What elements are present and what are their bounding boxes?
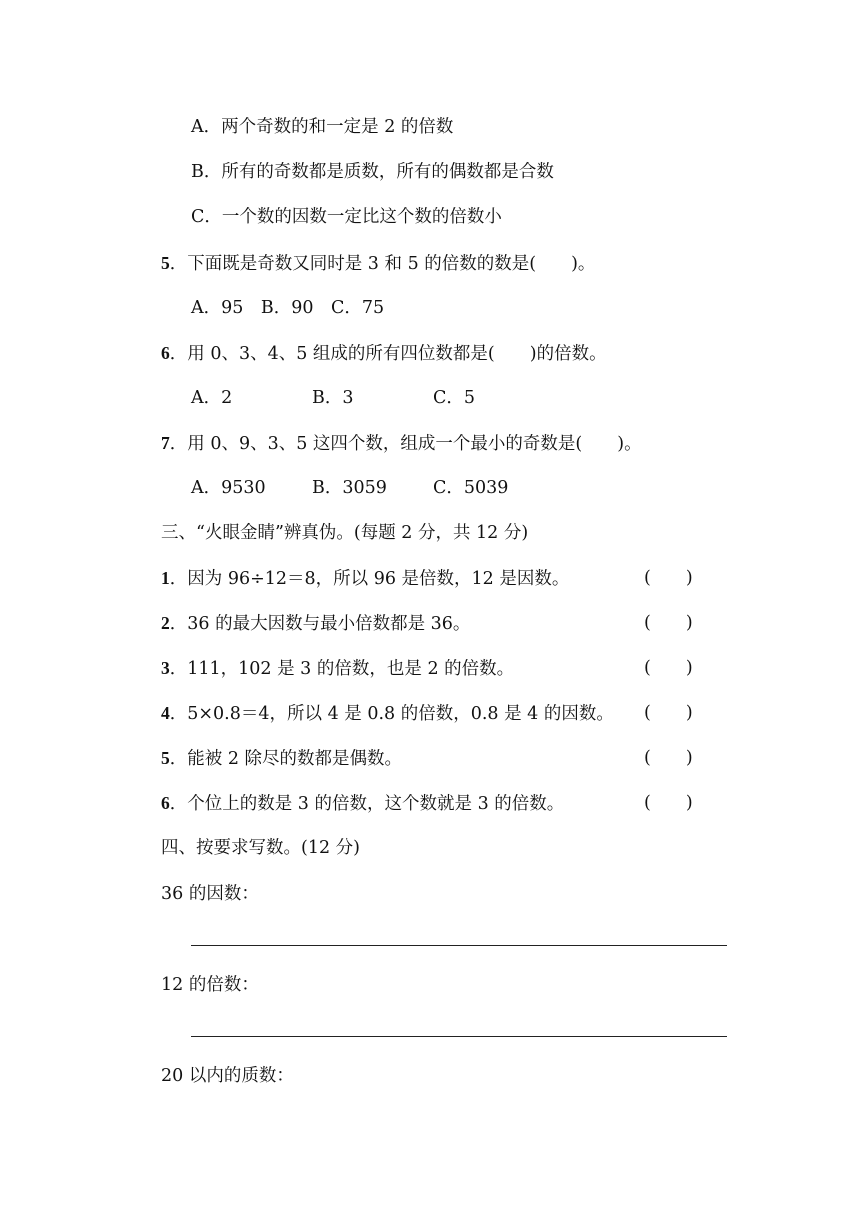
question-6 (161, 342, 607, 365)
section-3-title: 三、“火眼金睛”辨真伪。(每题 2 分，共 12 分) (161, 523, 529, 543)
tf-item (161, 567, 569, 590)
item-number: 3 (161, 658, 170, 678)
item-text: ．能被 2 除尽的数都是偶数。 (169, 749, 403, 769)
tf-item (161, 702, 614, 725)
question-text: ．用 0、9、3、5 这四个数，组成一个最小的奇数是( )。 (169, 434, 642, 454)
answer-parentheses: ( ) (644, 613, 693, 633)
q7-option-b: B．3059 (312, 478, 387, 498)
item-text: ．111，102 是 3 的倍数，也是 2 的倍数。 (169, 659, 515, 679)
q6-option-a: A．2 (191, 388, 233, 408)
q4-option-a: A．两个奇数的和一定是 2 的倍数 (191, 117, 454, 137)
tf-item (161, 612, 470, 635)
question-number: 6 (161, 343, 170, 363)
item-text: ．5×0.8＝4，所以 4 是 0.8 的倍数，0.8 是 4 的因数。 (169, 704, 614, 724)
q5-options: A．95 B．90 C．75 (191, 298, 385, 318)
item-number: 6 (161, 793, 170, 813)
prompt-primes-within-20: 20 以内的质数： (161, 1066, 294, 1086)
q7-option-c: C．5039 (433, 478, 509, 498)
item-number: 2 (161, 613, 170, 633)
q4-option-b: B．所有的奇数都是质数，所有的偶数都是合数 (191, 162, 554, 182)
section-4-title: 四、按要求写数。(12 分) (161, 838, 360, 858)
answer-parentheses: ( ) (644, 748, 693, 768)
question-5 (161, 252, 595, 275)
answer-parentheses: ( ) (644, 568, 693, 588)
item-number: 4 (161, 703, 170, 723)
item-number: 1 (161, 568, 170, 588)
item-number: 5 (161, 748, 170, 768)
answer-line[interactable] (191, 945, 727, 946)
q7-option-a: A．9530 (191, 478, 266, 498)
tf-item (161, 657, 514, 680)
q6-option-b: B．3 (312, 388, 354, 408)
prompt-multiples-of-12: 12 的倍数： (161, 975, 259, 995)
prompt-factors-of-36: 36 的因数： (161, 884, 259, 904)
q6-option-c: C．5 (433, 388, 476, 408)
item-text: ．因为 96÷12＝8，所以 96 是倍数，12 是因数。 (169, 569, 570, 589)
question-7 (161, 432, 642, 455)
answer-line[interactable] (191, 1036, 727, 1037)
answer-parentheses: ( ) (644, 793, 693, 813)
tf-item (161, 747, 402, 770)
question-text: ．用 0、3、4、5 组成的所有四位数都是( )的倍数。 (169, 344, 607, 364)
q4-option-c: C．一个数的因数一定比这个数的倍数小 (191, 207, 502, 227)
item-text: ．个位上的数是 3 的倍数，这个数就是 3 的倍数。 (169, 794, 565, 814)
question-text: ．下面既是奇数又同时是 3 和 5 的倍数的数是( )。 (169, 254, 596, 274)
answer-parentheses: ( ) (644, 658, 693, 678)
question-number: 5 (161, 253, 170, 273)
question-number: 7 (161, 433, 170, 453)
answer-parentheses: ( ) (644, 703, 693, 723)
item-text: ．36 的最大因数与最小倍数都是 36。 (169, 614, 471, 634)
tf-item (161, 792, 564, 815)
